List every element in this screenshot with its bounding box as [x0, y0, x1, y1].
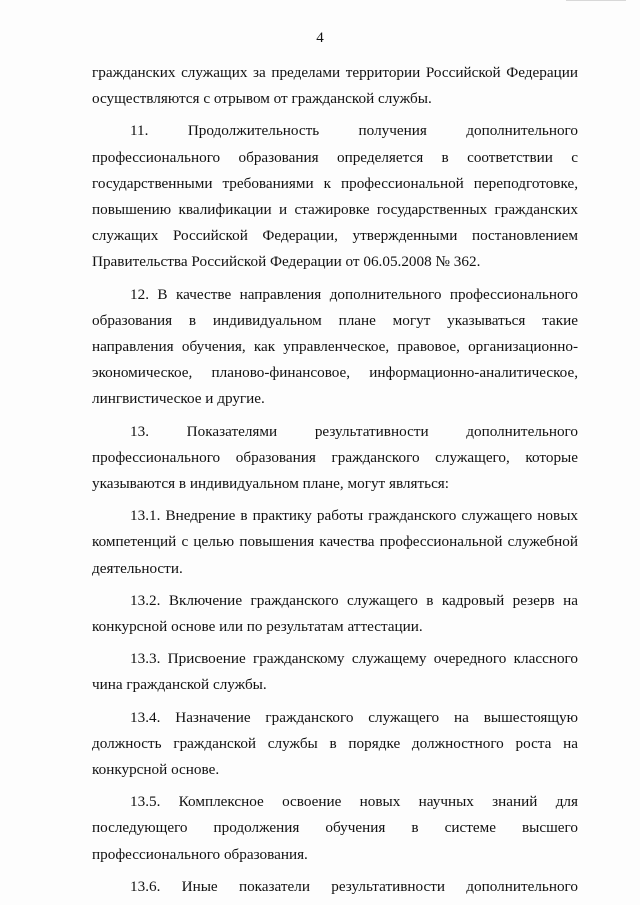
paragraph-12: 12. В качестве направления дополнительного профессионального образования в индивидуальном плане могут указываться такие направления обучения, как управленческое, правовое, организационно-экономическое, планово-финансовое, информационно-аналитическое, лингвистическое и другие.	[92, 285, 578, 408]
paragraph-11: 11. Продолжительность получения дополнительного профессионального образования определяется в соответствии с государственными требованиями к профессиональной переподготовке, повышению квалификации и стажировке государственных гражданских служащих Российской Федерации, утвержденными постановлением Правительства Российской Федерации от 06.05.2008 № 362.	[92, 122, 578, 271]
paragraph-13: 13. Показателями результативности дополнительного профессионального образования гражданского служащего, которые указываются в индивидуальном плане, могут являться:	[92, 422, 578, 493]
paragraph-13-5: 13.5. Комплексное освоение новых научных знаний для последующего продолжения обучения в системе высшего профессионального образования.	[92, 793, 578, 863]
paragraph-13-1: 13.1. Внедрение в практику работы гражданского служащего новых компетенций с целью повышения качества профессиональной служебной деятельности.	[92, 507, 578, 577]
paragraph-13-6: 13.6. Иные показатели результативности дополнительного	[130, 877, 578, 895]
page-number: 4	[316, 30, 324, 46]
paragraph-13-2: 13.2. Включение гражданского служащего в кадровый резерв на конкурсной основе или по результатам аттестации.	[92, 591, 578, 636]
paragraph-13-3: 13.3. Присвоение гражданскому служащему очередного классного чина гражданской службы.	[92, 650, 578, 694]
paragraph-10-continuation: гражданских служащих за пределами территории Российской Федерации осуществляются с отрывом от гражданской службы.	[92, 64, 578, 108]
paragraph-13-4: 13.4. Назначение гражданского служащего на вышестоящую должность гражданской службы в порядке должностного роста на конкурсной основе.	[92, 708, 578, 779]
scan-edge-mark	[566, 0, 626, 1]
document-body	[92, 60, 578, 906]
